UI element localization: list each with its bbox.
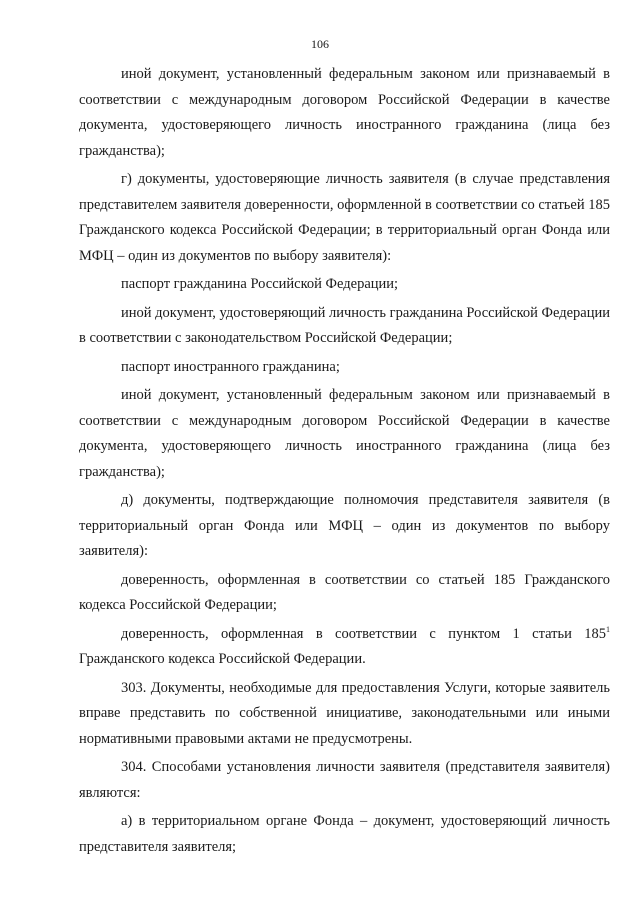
- paragraph-9: [79, 622, 610, 673]
- paragraph-1: иной документ, установленный федеральным законом или признаваемый в соответствии с международным договором Российской Федерации в качестве документа, удостоверяющего личность иностранного гражданина (лица без гражданства);: [79, 66, 610, 159]
- paragraph-8: доверенность, оформленная в соответствии со статьей 185 Гражданского кодекса Российской Федерации;: [79, 571, 610, 613]
- paragraph-10: 303. Документы, необходимые для предоставления Услуги, которые заявитель вправе представить по собственной инициативе, законодательными или иными нормативными правовыми актами не предусмотрены.: [79, 679, 610, 747]
- paragraph-12: а) в территориальном органе Фонда – документ, удостоверяющий личность представителя заявителя;: [79, 813, 610, 855]
- paragraph-3: паспорт гражданина Российской Федерации;: [121, 276, 399, 292]
- document-body: [79, 62, 610, 860]
- page-number: 106: [311, 37, 329, 51]
- paragraph-6: иной документ, установленный федеральным законом или признаваемый в соответствии с международным договором Российской Федерации в качестве документа, удостоверяющего личность иностранного гражданина (лица без гражданства);: [79, 387, 610, 480]
- paragraph-4: иной документ, удостоверяющий личность гражданина Российской Федерации в соответствии с законодательством Российской Федерации;: [79, 304, 610, 346]
- paragraph-9-tail: Гражданского кодекса Российской Федерации.: [79, 651, 366, 667]
- paragraph-2: г) документы, удостоверяющие личность заявителя (в случае представления представителем заявителя доверенности, оформленной в соответствии со статьей 185 Гражданского кодекса Российской Федерации; в территориальный орган Фонда или МФЦ – один из документов по выбору заявителя):: [79, 171, 610, 264]
- article-superscript: 1: [606, 624, 610, 634]
- paragraph-7: д) документы, подтверждающие полномочия представителя заявителя (в территориальный орган Фонда или МФЦ – один из документов по выбору заявителя):: [79, 492, 610, 559]
- paragraph-11: 304. Способами установления личности заявителя (представителя заявителя) являются:: [79, 759, 610, 801]
- paragraph-9-text: доверенность, оформленная в соответствии с пунктом 1 статьи 185: [121, 625, 606, 642]
- paragraph-5: паспорт иностранного гражданина;: [121, 358, 340, 375]
